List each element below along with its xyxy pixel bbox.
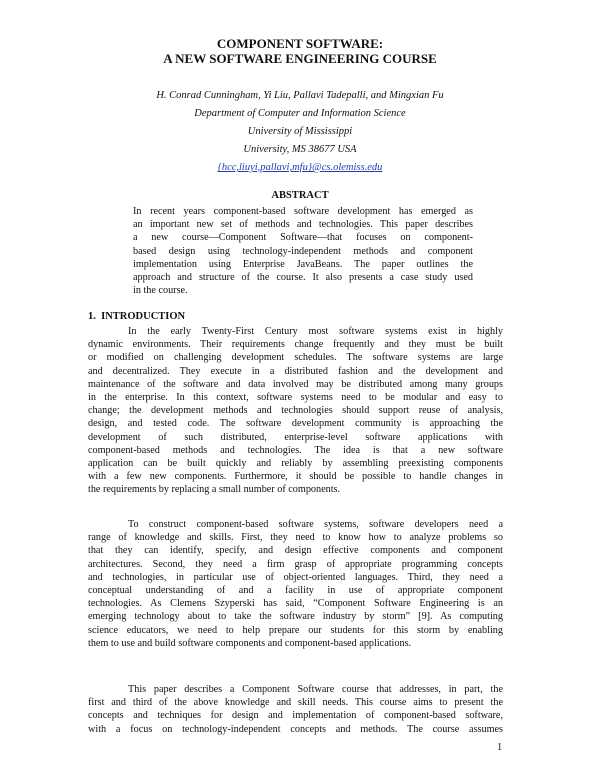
body-line: or modified on challenging development schedules. The software systems are large: [88, 352, 503, 364]
body-line: concepts and techniques for design and implementation of component-based software,: [88, 710, 503, 722]
body-line: first and third of the above knowledge and skill needs. This course aims to present the: [88, 697, 503, 709]
email-link[interactable]: {hcc,liuyi,pallavi,mfu}@cs.olemiss.edu: [217, 162, 383, 173]
author-block: [0, 87, 600, 177]
body-line: technologies. As Clemens Szyperski has said, “Component Software Engineering is an: [88, 598, 503, 610]
body-line: them to use and build software components and component-based applications.: [88, 637, 412, 649]
abstract-line: In recent years component-based software development has emerged as: [133, 206, 473, 217]
body-line: change; the development methods and technologies should support reuse of analysis,: [88, 405, 503, 417]
body-line: conceptual understanding of and a facility in use of appropriate component: [88, 585, 503, 597]
title-line-2: A NEW SOFTWARE ENGINEERING COURSE: [163, 51, 437, 66]
body-line: with a focus on technology-independent concepts and methods. The course assumes: [88, 723, 503, 735]
paragraph-1: [88, 325, 503, 497]
abstract-text: [133, 205, 473, 297]
body-line: maintenance of the software and data involved may be distributed among many groups: [88, 378, 503, 390]
body-line: and decentralized. They execute in a distributed fashion and the development and: [88, 365, 503, 377]
body-line: This paper describes a Component Software course that addresses, in part, the: [128, 684, 503, 695]
section-title: INTRODUCTION: [101, 311, 186, 322]
body-line: dynamic environments. Their requirements change frequently and they must be built: [88, 339, 503, 351]
body-line: component-based methods and technologies. The idea is that a new software: [88, 444, 503, 456]
university: University of Mississippi: [247, 126, 353, 137]
paper-title: [0, 36, 600, 66]
paragraph-2: [88, 518, 503, 650]
abstract-line: approach and structure of the course. It also presents a case study used: [133, 272, 473, 284]
abstract-line: a new course—Component Software—that focuses on component-: [133, 232, 473, 244]
body-line: To construct component-based software systems, software developers need a: [128, 519, 503, 530]
abstract-line: based design using technology-independent methods and component: [133, 245, 473, 257]
department: Department of Computer and Information Science: [194, 108, 406, 119]
body-line: that they can identify, specify, and design effective components and component: [88, 545, 503, 557]
body-line: and technologies, in particular use of object-oriented languages. Third, they need a: [88, 571, 503, 583]
address: University, MS 38677 USA: [243, 144, 357, 155]
body-line: design, and tested code. The software development community is approaching the: [88, 418, 503, 430]
body-line: range of knowledge and skills. First, they need to know how to analyze problems so: [88, 532, 503, 544]
body-line: development of such distributed, enterprise-level software applications with: [88, 431, 503, 443]
paragraph-3: [88, 683, 503, 736]
body-line: in the enterprise. In this context, software systems need to be modular and easy to: [88, 392, 503, 404]
body-line: application can be built quickly and reliably by assembling preexisting components: [88, 458, 503, 470]
section-heading: [88, 311, 185, 322]
body-line: emerging technology about to take the software industry by storm” [9]. As computing: [88, 611, 503, 623]
title-line-1: COMPONENT SOFTWARE:: [216, 36, 384, 51]
section-number: 1.: [88, 311, 96, 322]
body-line: science educators, we need to help prepare our students for this storm by enabling: [88, 624, 503, 636]
body-line: the requirements by replacing a small number of components.: [88, 484, 341, 496]
abstract-line: implementation using Enterprise JavaBeans. The paper outlines the: [133, 258, 473, 270]
page-number: 1: [497, 742, 503, 753]
body-line: architectures. Second, they need a firm grasp of appropriate programming concepts: [88, 558, 503, 570]
body-line: In the early Twenty-First Century most software systems exist in highly: [128, 326, 503, 337]
abstract-line: in the course.: [133, 285, 188, 297]
body-line: with a few new components. Furthermore, it should be possible to handle changes in: [88, 471, 503, 483]
abstract-heading: ABSTRACT: [271, 190, 329, 201]
abstract-line: an important new set of methods and technologies. This paper describes: [133, 219, 473, 231]
authors: H. Conrad Cunningham, Yi Liu, Pallavi Tadepalli, and Mingxian Fu: [156, 90, 444, 101]
